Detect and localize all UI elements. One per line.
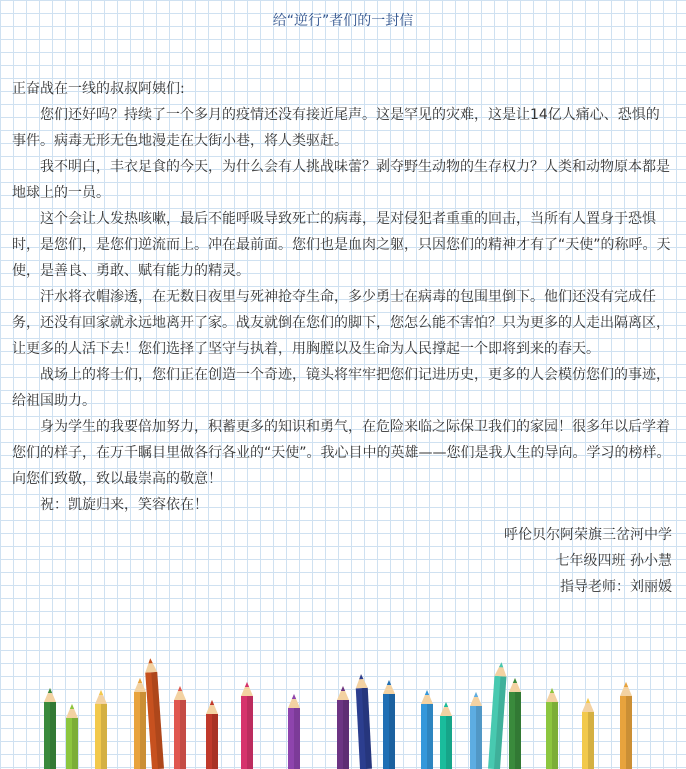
paragraph-5: 战场上的将士们，您们正在创造一个奇迹，镜头将牢牢把您们记进历史，更多的人会模仿您们的事迹，给祖国助力。 <box>12 367 670 409</box>
pencil-icon <box>383 680 395 769</box>
closing-wish: 祝：凯旋归来，笑容依在！ <box>40 497 208 513</box>
colored-pencils-decoration <box>0 640 686 769</box>
pencil-icon <box>144 658 164 769</box>
paragraph-6: 身为学生的我要倍加努力，积蓄更多的知识和勇气，在危险来临之际保卫我们的家园！很多年以后学着您们的样子，在万千瞩目里做各行各业的“天使”。我心目中的英雄——您们是我人生的导向。学习的榜样。向您们致敬，致以最崇高的敬意！ <box>12 419 671 487</box>
signature-block <box>12 522 672 600</box>
pencil-icon <box>241 682 253 769</box>
teacher-name: 指导老师：刘丽媛 <box>560 579 672 595</box>
letter-title: 给“逆行”者们的一封信 <box>272 13 414 29</box>
pencil-icon <box>421 690 433 769</box>
pencil-icon <box>470 692 482 769</box>
pencil-icon <box>206 700 218 769</box>
pencil-icon <box>509 678 521 769</box>
paragraph-4: 汗水将衣帽渗透，在无数日夜里与死神抢夺生命，多少勇士在病毒的包围里倒下。他们还没有完成任务，还没有回家就永远地离开了家。战友就倒在您们的脚下，您怎么能不害怕？只为更多的人走出隔离区，让更多的人活下去！您们选择了坚守与执着，用胸膛以及生命为人民撑起一个即将到来的春天。 <box>12 289 670 357</box>
pencil-icon <box>288 694 300 769</box>
pencil-icon <box>355 674 372 769</box>
pencil-icon <box>546 688 558 769</box>
pencil-icon <box>95 690 107 769</box>
pencil-icon <box>488 662 507 769</box>
paragraph-3: 这个会让人发热咳嗽，最后不能呼吸导致死亡的病毒，是对侵犯者重重的回击，当所有人置身于恐惧时，是您们，是您们逆流而上。冲在最前面。您们也是血肉之躯，只因您们的精神才有了“天使”的称呼。天使，是善良、勇敢、赋有能力的精灵。 <box>12 211 671 279</box>
pencil-icon <box>44 688 56 769</box>
pencil-icon <box>134 678 146 769</box>
paragraph-1: 您们还好吗？持续了一个多月的疫情还没有接近尾声。这是罕见的灾难，这是让14亿人痛心、恐惧的事件。病毒无形无色地漫走在大街小巷，将人类驱赶。 <box>12 107 660 149</box>
pencil-icon <box>440 702 452 769</box>
pencil-icon <box>620 682 632 769</box>
pencil-icon <box>174 686 186 769</box>
school-name: 呼伦贝尔阿荣旗三岔河中学 <box>504 527 672 543</box>
pencil-icon <box>66 704 78 769</box>
pencil-icon <box>337 686 349 769</box>
salutation: 正奋战在一线的叔叔阿姨们: <box>12 81 185 97</box>
letter-body <box>12 76 672 600</box>
pencil-icon <box>582 698 594 769</box>
author-name: 七年级四班 孙小慧 <box>555 553 672 569</box>
paragraph-2: 我不明白，丰衣足食的今天，为什么会有人挑战味蕾？剥夺野生动物的生存权力？人类和动物原本都是地球上的一员。 <box>12 159 670 201</box>
